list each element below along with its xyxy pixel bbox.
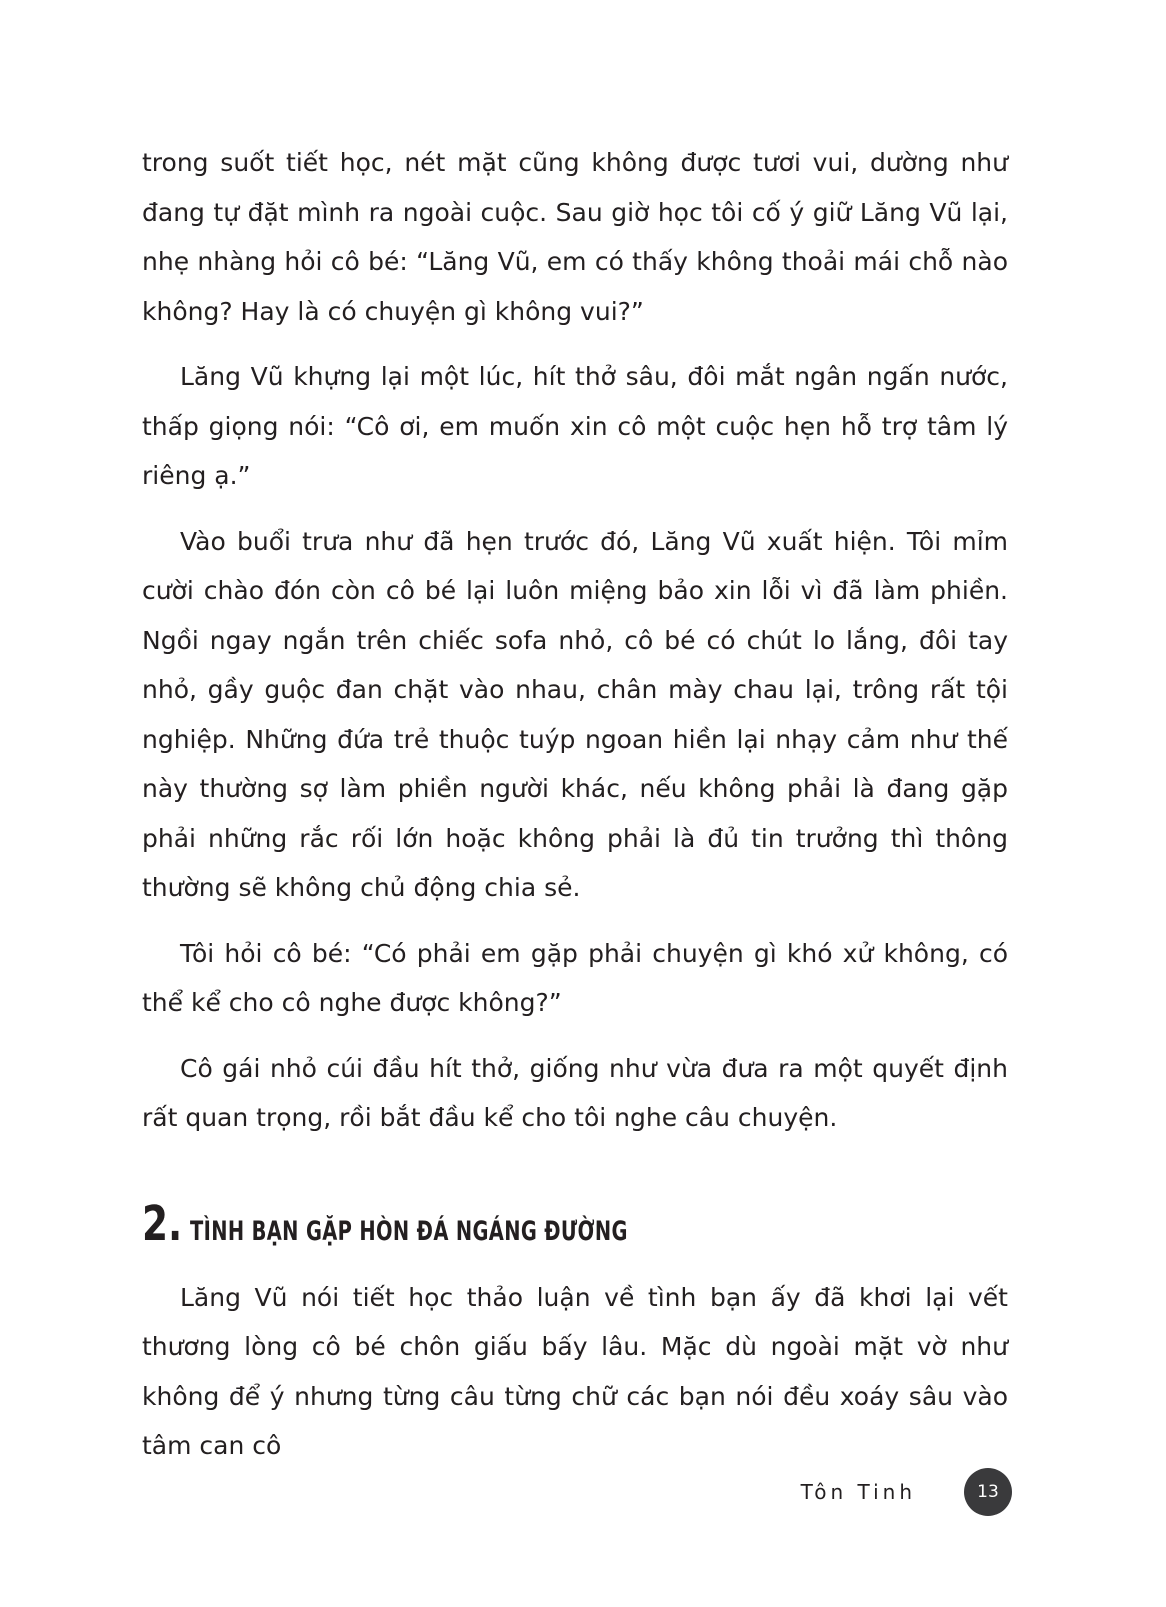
author-name: Tôn Tinh [800,1480,916,1504]
paragraph: Lăng Vũ nói tiết học thảo luận về tình bạn ấy đã khơi lại vết thương lòng cô bé chôn giấu bấy lâu. Mặc dù ngoài mặt vờ như không để ý nhưng từng câu từng chữ các bạn nói đều xoáy sâu vào tâm can cô [142,1282,1008,1460]
page-body [142,138,1008,1471]
paragraph: Cô gái nhỏ cúi đầu hít thở, giống như vừa đưa ra một quyết định rất quan trọng, rồi bắt đầu kể cho tôi nghe câu chuyện. [142,1053,1008,1132]
section-title: TÌNH BẠN GẶP HÒN ĐÁ NGÁNG ĐƯỜNG [190,1215,628,1247]
section-heading [142,1197,1008,1251]
section-number: 2. [142,1195,183,1252]
paragraph: Tôi hỏi cô bé: “Có phải em gặp phải chuyện gì khó xử không, có thể kể cho cô nghe được không?” [142,938,1008,1017]
paragraph-continued: trong suốt tiết học, nét mặt cũng không được tươi vui, dường như đang tự đặt mình ra ngoài cuộc. Sau giờ học tôi cố ý giữ Lăng Vũ lại, nhẹ nhàng hỏi cô bé: “Lăng Vũ, em có thấy không thoải mái chỗ nào không? Hay là có chuyện gì không vui?” [142,148,1008,326]
paragraph: Lăng Vũ khựng lại một lúc, hít thở sâu, đôi mắt ngân ngấn nước, thấp giọng nói: “Cô ơi, em muốn xin cô một cuộc hẹn hỗ trợ tâm lý riêng ạ.” [142,362,1008,490]
page-footer [0,1468,1166,1516]
paragraph: Vào buổi trưa như đã hẹn trước đó, Lăng Vũ xuất hiện. Tôi mỉm cười chào đón còn cô bé lại luôn miệng bảo xin lỗi vì đã làm phiền. Ngồi ngay ngắn trên chiếc sofa nhỏ, cô bé có chút lo lắng, đôi tay nhỏ, gầy guộc đan chặt vào nhau, chân mày chau lại, trông rất tội nghiệp. Những đứa trẻ thuộc tuýp ngoan hiền lại nhạy cảm như thế này thường sợ làm phiền người khác, nếu không phải là đang gặp phải những rắc rối lớn hoặc không phải là đủ tin trưởng thì thông thường sẽ không chủ động chia sẻ. [142,526,1008,902]
page-number-badge: 13 [964,1468,1012,1516]
